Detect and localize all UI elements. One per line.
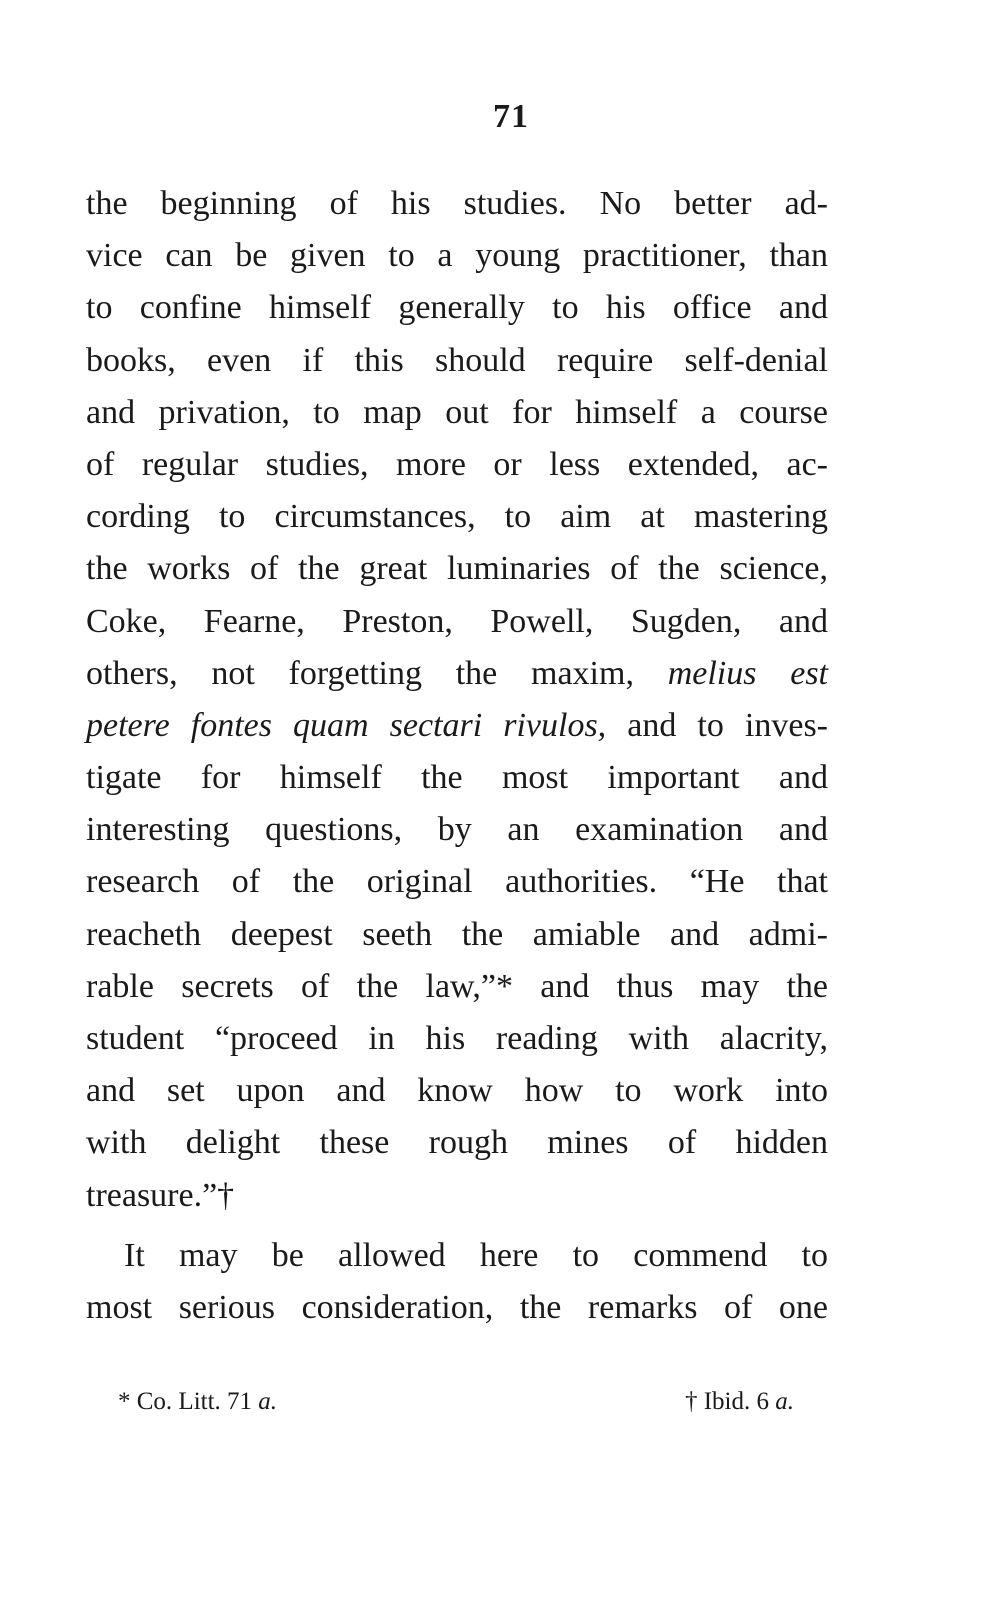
paragraph-start-line: It may be allowed here to commend to bbox=[124, 1236, 828, 1274]
footnote-dagger bbox=[685, 1388, 794, 1416]
text-line: student “proceed in his reading with alacrity, bbox=[86, 1020, 828, 1057]
text-line: research of the original authorities. “He that bbox=[86, 863, 828, 901]
text-line: books, even if this should require self-denial bbox=[86, 341, 828, 379]
text-line: vice can be given to a young practitioner, than bbox=[86, 237, 828, 275]
text-line: of regular studies, more or less extended, ac- bbox=[86, 445, 828, 483]
text-line: cording to circumstances, to aim at mastering bbox=[86, 498, 828, 536]
text-segment: others, not forgetting the maxim, bbox=[86, 654, 634, 692]
footnotes bbox=[118, 1388, 794, 1416]
text-line: to confine himself generally to his office and bbox=[86, 289, 828, 327]
text-line: and privation, to map out for himself a course bbox=[86, 393, 828, 431]
text-line bbox=[86, 700, 828, 752]
text-line: interesting questions, by an examination and bbox=[86, 811, 828, 849]
footnote-star-text: * Co. Litt. 71 bbox=[118, 1388, 259, 1415]
footnote-dagger-italic: a. bbox=[775, 1388, 794, 1415]
text-line: tigate for himself the most important and bbox=[86, 759, 828, 797]
text-line: and set upon and know how to work into bbox=[86, 1072, 828, 1110]
page-number: 71 bbox=[493, 98, 529, 135]
text-line bbox=[86, 648, 828, 700]
text-line: rable secrets of the law,”* and thus may the bbox=[86, 967, 828, 1005]
footnote-dagger-text: † Ibid. 6 bbox=[684, 1388, 776, 1415]
text-line: the works of the great luminaries of the science, bbox=[86, 550, 828, 588]
text-line: Coke, Fearne, Preston, Powell, Sugden, and bbox=[86, 602, 828, 640]
text-line: with delight these rough mines of hidden bbox=[86, 1124, 828, 1162]
text-segment: and to inves- bbox=[627, 706, 828, 744]
body-text bbox=[86, 178, 828, 1334]
latin-maxim: petere fontes quam sectari rivulos, bbox=[86, 706, 607, 744]
text-line: most serious consideration, the remarks of one bbox=[86, 1288, 828, 1326]
footnote-star bbox=[118, 1388, 277, 1416]
latin-maxim: melius est bbox=[667, 654, 829, 692]
footnote-star-italic: a. bbox=[258, 1388, 278, 1415]
text-line: treasure.”† bbox=[86, 1176, 235, 1214]
text-line: reacheth deepest seeth the amiable and admi- bbox=[86, 915, 828, 953]
text-line: the beginning of his studies. No better ad- bbox=[86, 185, 828, 222]
